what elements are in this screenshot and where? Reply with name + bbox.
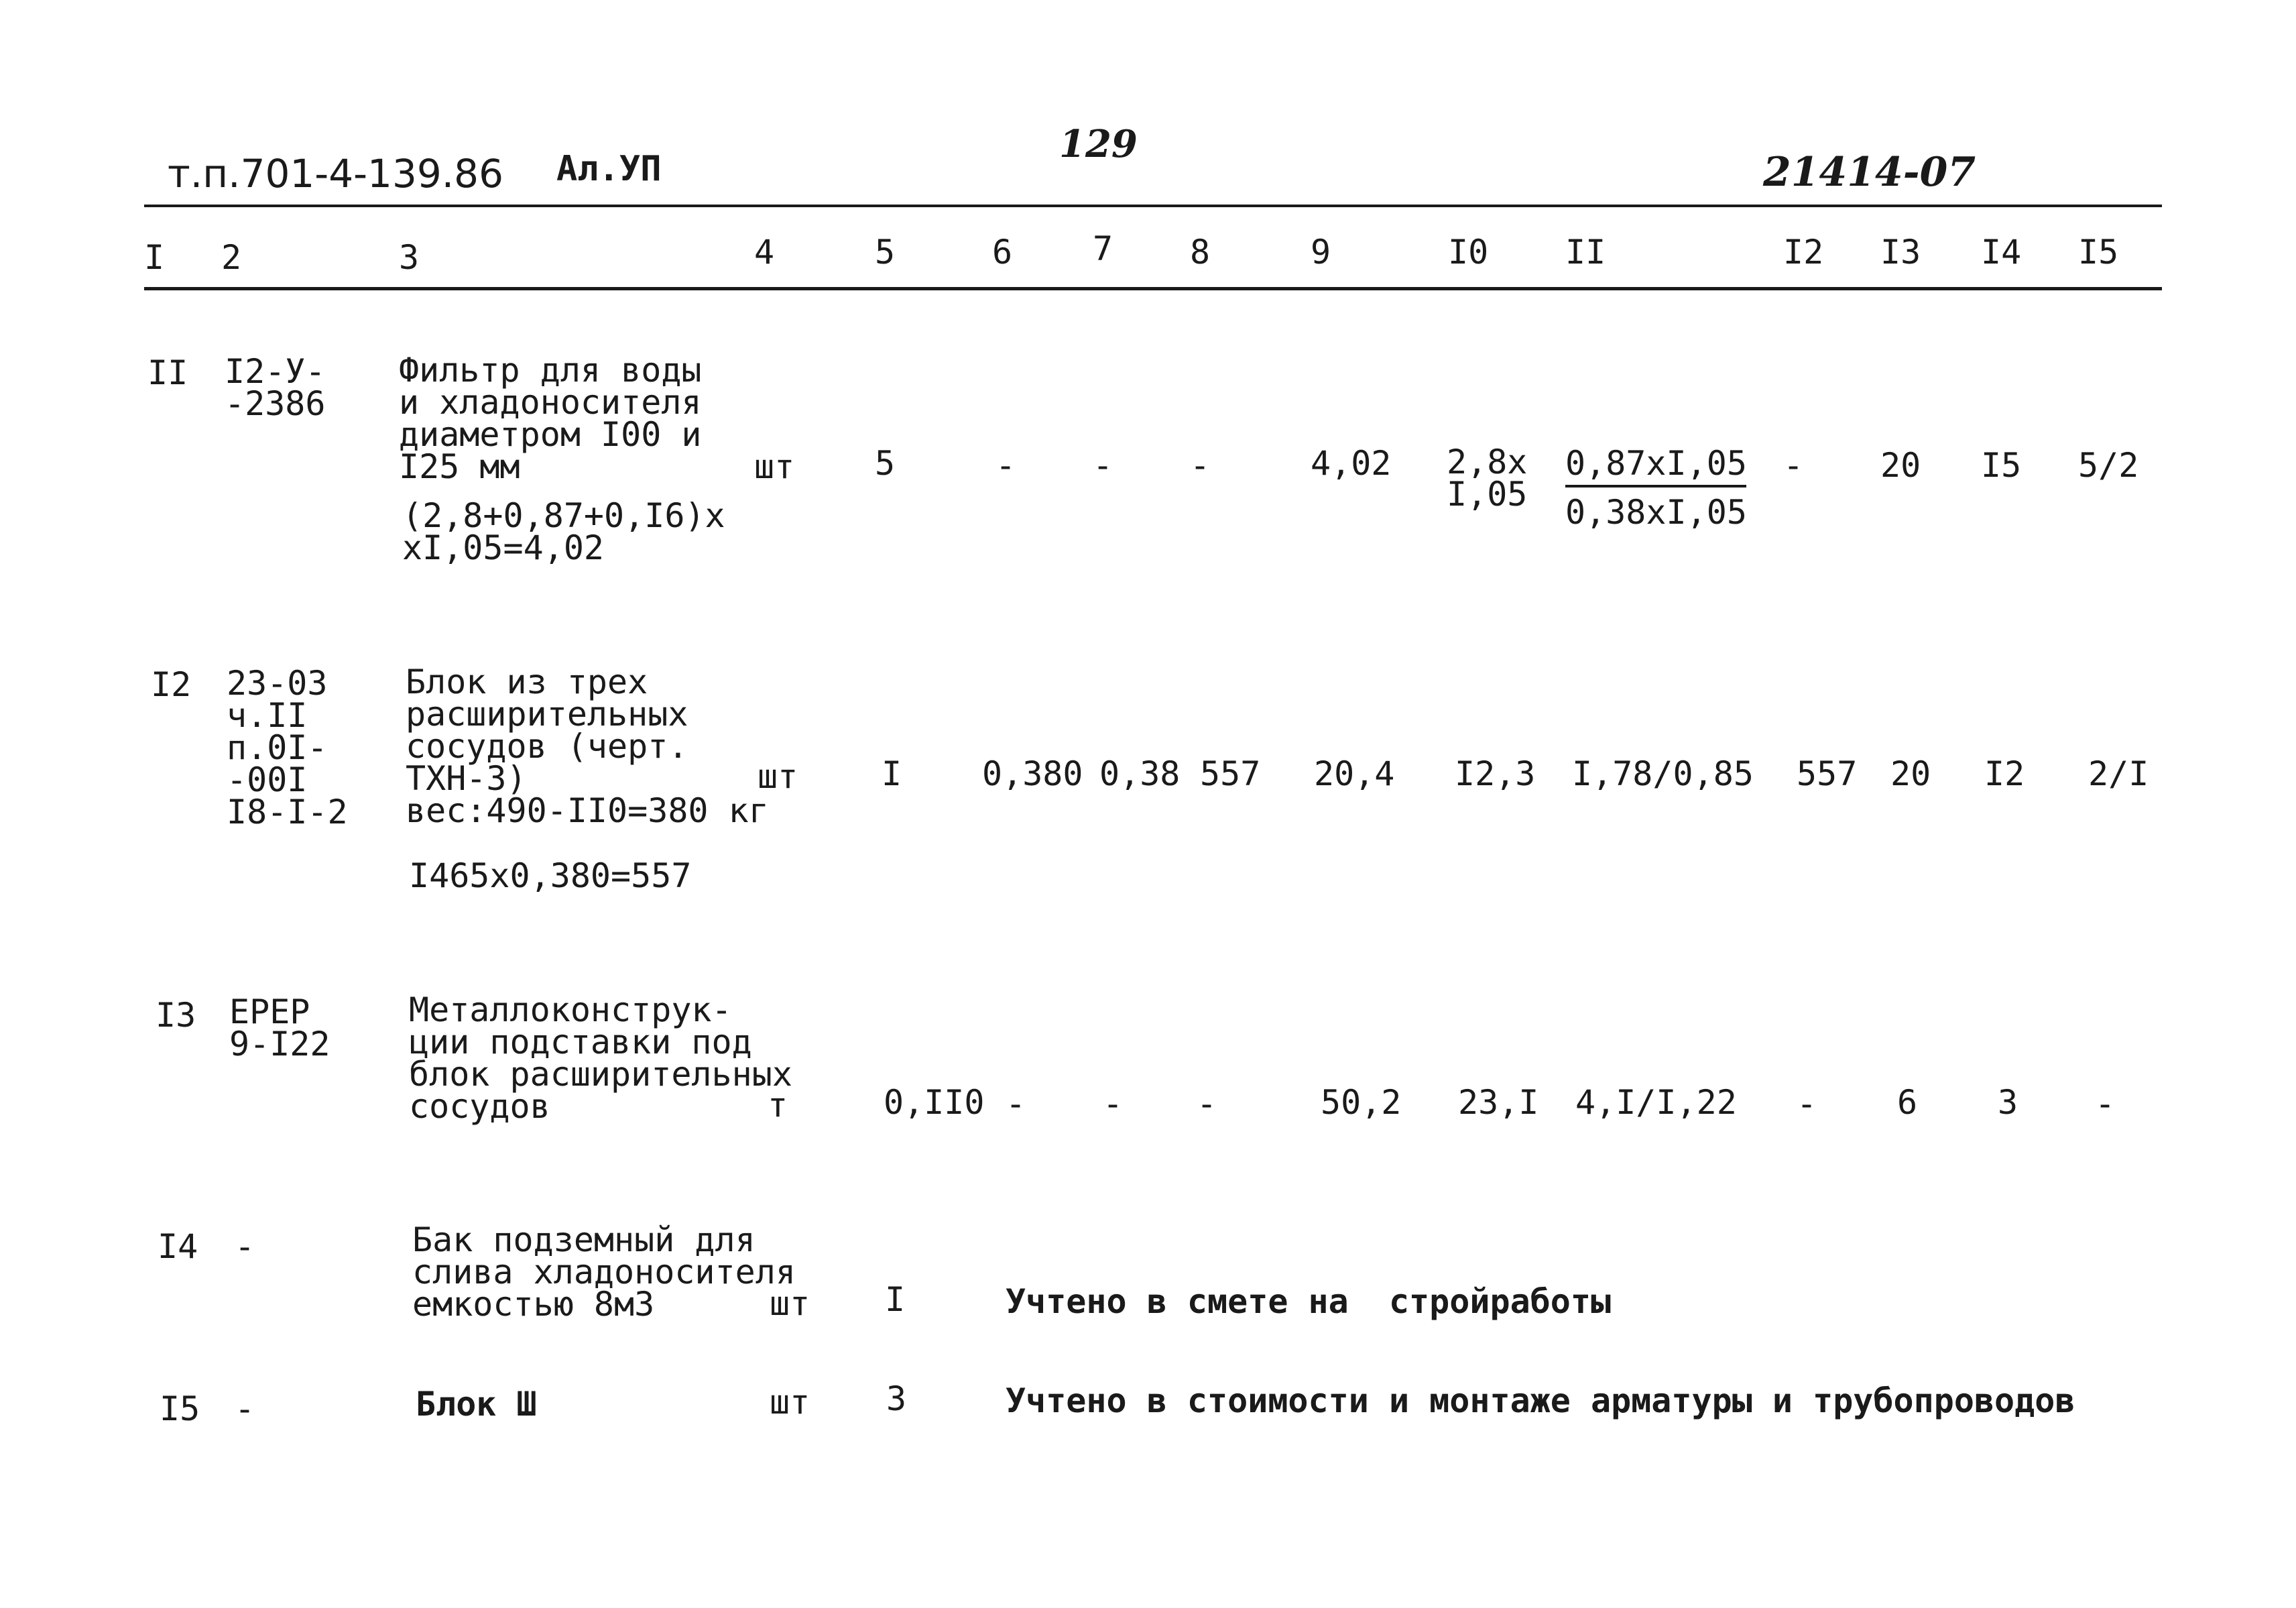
row-name: Бак подземный для слива хладоносителя емкостью 8м3 [412,1220,796,1324]
row-col13: 20 [1880,446,1921,485]
col-header-1: I [144,238,165,277]
col-header-2: 2 [221,238,242,277]
row-qty: 3 [886,1379,907,1418]
col-header-14: I4 [1981,233,2022,272]
row-code: ЕРЕР 9-I22 [229,992,330,1064]
row-unit: шт [754,447,795,486]
row-unit: т [768,1086,788,1125]
fraction-line [1565,485,1746,487]
col-header-7: 7 [1093,229,1113,268]
row-col10: 2,8x I,05 [1447,443,1528,514]
row-qty: 0,II0 [884,1083,985,1122]
col-header-5: 5 [875,233,896,272]
header-rule [144,287,2162,290]
page-number: 129 [1059,122,1138,166]
document-code: т.п.701-4-139.86 [168,151,503,196]
row-qty: 5 [875,444,896,483]
row-col15: - [2095,1084,2116,1123]
row-col7: - [1093,446,1113,485]
row-col14: I5 [1981,446,2022,485]
row-unit: шт [770,1284,810,1323]
row-col8: 557 [1200,754,1261,793]
row-col8: - [1190,446,1211,485]
row-number: I4 [158,1227,198,1266]
row-col6: - [995,446,1016,485]
col-header-6: 6 [992,233,1013,272]
row-col11: 4,I/I,22 [1575,1083,1737,1122]
archive-number: 21414-07 [1763,149,1976,196]
row-number: I5 [160,1389,200,1428]
row-name: Металлоконструк- ции подставки под блок расширительных сосудов [409,990,792,1126]
row-col11: I,78/0,85 [1572,754,1754,793]
col-header-12: I2 [1783,233,1824,272]
row-number: II [147,353,188,392]
col-header-11: II [1565,233,1606,272]
row-code: 23-03 ч.II п.0I- -00I I8-I-2 [227,664,348,831]
row-col15: 2/I [2088,754,2149,793]
row-col12: 557 [1797,754,1858,793]
row-qty: I [882,754,902,793]
row-code: - [235,1227,255,1266]
row-col13: 6 [1897,1083,1918,1122]
row-qty: I [885,1280,906,1319]
row-number: I2 [151,665,192,704]
row-col11-top: 0,87xI,05 [1565,444,1747,483]
row-col9: 4,02 [1311,444,1392,483]
row-col12: - [1797,1084,1817,1123]
row-col15: 5/2 [2078,446,2139,485]
row-name: Блок из трех расширительных сосудов (черт. ТХН-3) вес:490-II0=380 кг [406,663,769,830]
top-rule [144,205,2162,207]
row-unit: шт [758,757,798,796]
row-code: I2-У- -2386 [225,352,326,423]
row-name: Фильтр для воды и хладоносителя диаметром I00 и I25 мм [399,351,702,486]
row-col12: - [1783,446,1804,485]
row-col7: - [1103,1084,1124,1123]
row-col13: 20 [1890,754,1931,793]
col-header-4: 4 [754,233,775,272]
row-unit: шт [770,1383,810,1422]
row-note: Учтено в стоимости и монтаже арматуры и трубопроводов [1006,1381,2075,1420]
row-col6: - [1006,1084,1026,1123]
row-number: I3 [156,996,196,1035]
row-col10: I2,3 [1455,754,1536,793]
row-col14: 3 [1998,1083,2018,1122]
row-note: Учтено в смете на стройработы [1006,1282,1612,1321]
col-header-3: 3 [399,238,420,277]
col-header-8: 8 [1190,233,1211,272]
col-header-10: I0 [1448,233,1489,272]
row-calc: I465x0,380=557 [409,856,692,895]
col-header-15: I5 [2078,233,2119,272]
col-header-13: I3 [1880,233,1921,272]
row-col9: 20,4 [1314,754,1395,793]
row-col6: 0,380 [982,754,1083,793]
album-label: Ал.УП [556,149,662,189]
row-col11-bottom: 0,38xI,05 [1565,493,1747,532]
row-col14: I2 [1984,754,2025,793]
row-col8: - [1197,1084,1217,1123]
row-col7: 0,38 [1099,754,1181,793]
row-name: Блок Ш [416,1385,537,1424]
row-col9: 50,2 [1321,1083,1402,1122]
row-calc: (2,8+0,87+0,I6)x xI,05=4,02 [402,496,725,567]
row-code: - [235,1389,255,1428]
row-col10: 23,I [1458,1083,1539,1122]
col-header-9: 9 [1311,233,1331,272]
